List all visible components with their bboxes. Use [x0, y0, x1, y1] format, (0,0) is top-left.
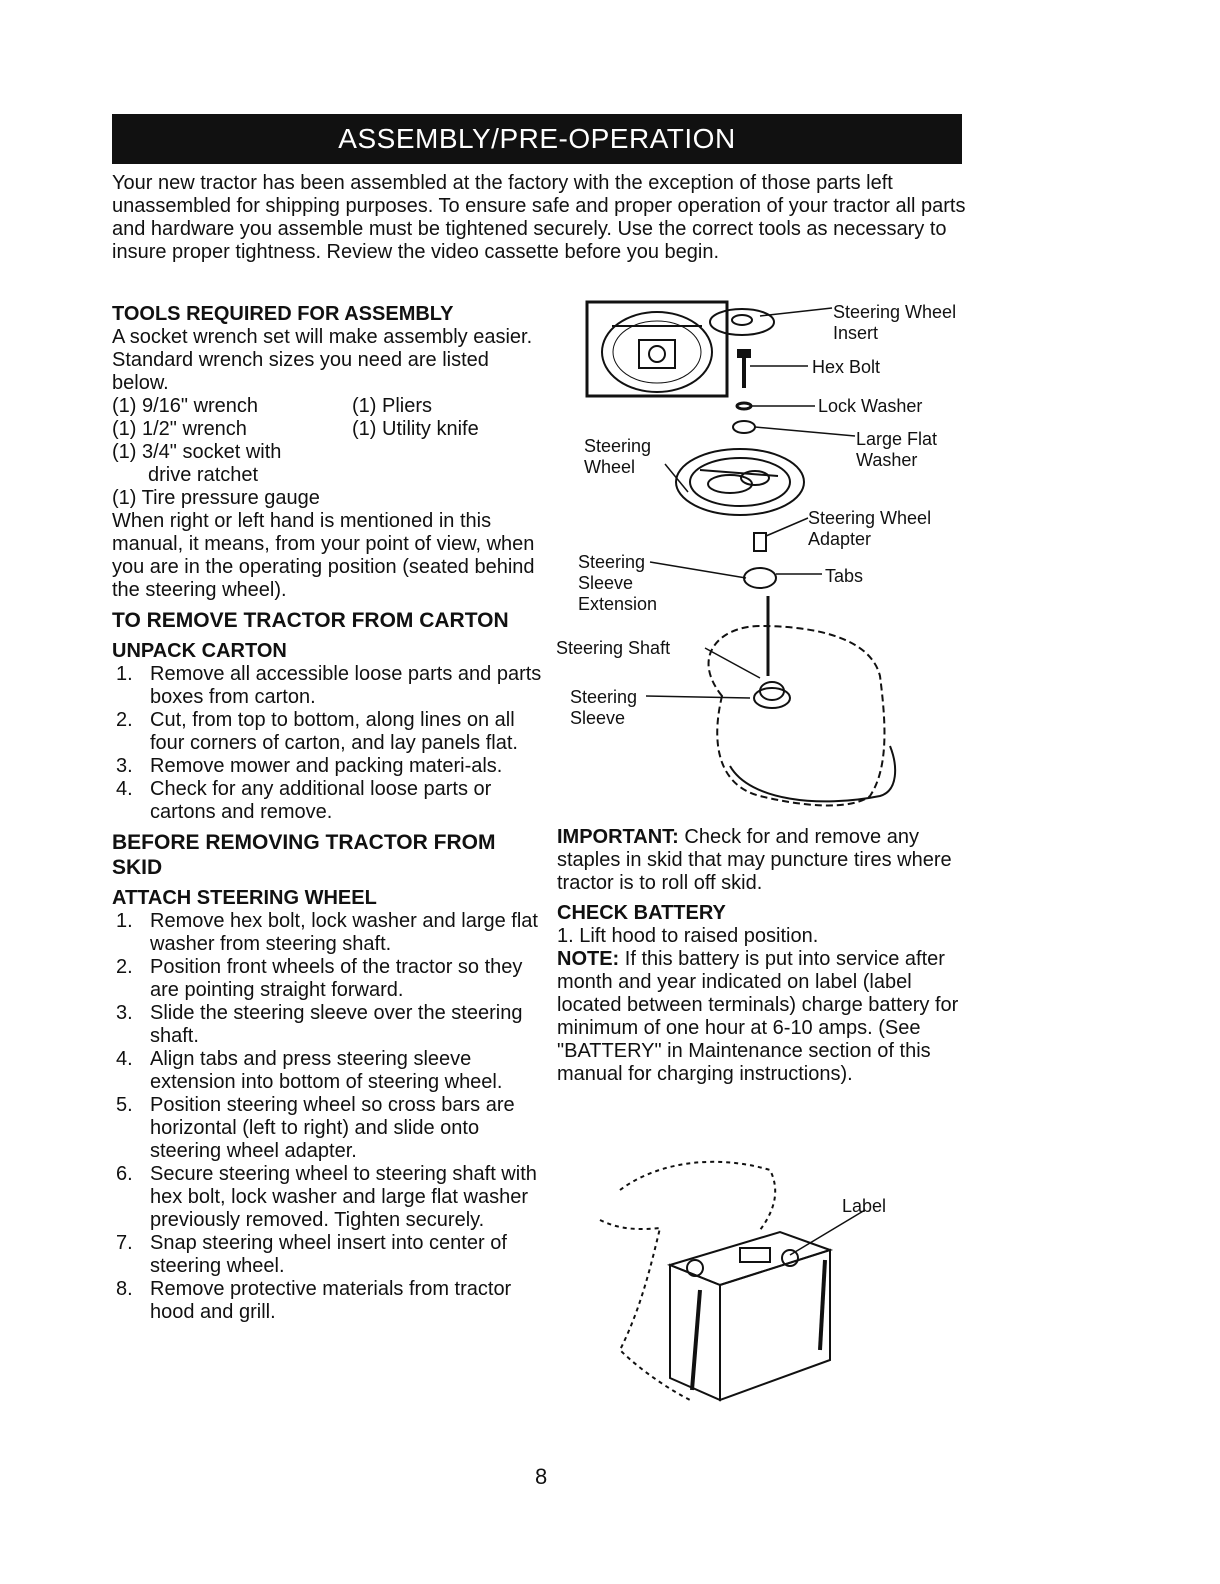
intro-paragraph: Your new tractor has been assembled at the factory with the exception of those parts left unassembled for shipping purposes. To ensure safe and proper operation of your tractor all parts and hardware you assemble must be tightened securely. Use the correct tools as necessary to insure proper tightness. Review the video cassette before you begin. — [112, 172, 966, 263]
attach-subheading: ATTACH STEERING WHEEL — [112, 887, 377, 909]
label-battery-label: Label — [842, 1196, 887, 1216]
battery-step: 1. Lift hood to raised position. — [557, 925, 819, 947]
important-note: IMPORTANT: Check for and remove any staples in skid that may puncture tires where tractor is to roll off skid. — [557, 826, 952, 894]
page-number: 8 — [535, 1464, 548, 1489]
list-item: 1. Remove hex bolt, lock washer and large flat washer from steering shaft. — [116, 910, 538, 955]
label-steering-wheel: Steering Wheel — [584, 436, 652, 477]
label-hex-bolt: Hex Bolt — [812, 357, 881, 377]
list-item: 8. Remove protective materials from tractor hood and grill. — [116, 1278, 512, 1323]
list-item: 6. Secure steering wheel to steering shaft with hex bolt, lock washer and large flat washer previously removed. Tighten securely. — [116, 1163, 537, 1231]
list-item: 5. Position steering wheel so cross bars are horizontal (left to right) and slide onto steering wheel adapter. — [116, 1094, 515, 1162]
tool-item: drive ratchet — [148, 464, 259, 486]
list-item: 4. Check for any additional loose parts or cartons and remove. — [116, 778, 492, 823]
tool-item: (1) 3/4" socket with — [112, 441, 282, 463]
unpack-steps — [112, 663, 542, 824]
remove-heading: TO REMOVE TRACTOR FROM CARTON — [112, 609, 509, 632]
tool-item: (1) Pliers — [352, 395, 433, 417]
tool-item: (1) Tire pressure gauge — [112, 487, 320, 509]
label-tabs: Tabs — [825, 566, 864, 586]
battery-note: NOTE: If this battery is put into service after month and year indicated on label (label located between terminals) charge battery for minimum of one hour at 6-10 amps. (See "BATTERY" in Maintenance section of this manual for charging instructions). — [557, 948, 959, 1085]
list-item: 7. Snap steering wheel insert into center of steering wheel. — [116, 1232, 507, 1277]
steering-diagram — [550, 296, 970, 816]
tools-text: A socket wrench set will make assembly easier. Standard wrench sizes you need are listed below. — [112, 326, 533, 394]
right-column — [557, 826, 977, 1086]
battery-diagram — [580, 1150, 910, 1420]
battery-heading: CHECK BATTERY — [557, 902, 726, 924]
hand-note: When right or left hand is mentioned in this manual, it means, from your point of view, when you are in the operating position (seated behind the steering wheel). — [112, 510, 535, 601]
skid-heading: BEFORE REMOVING TRACTOR FROM SKID — [112, 831, 496, 879]
list-item: 4. Align tabs and press steering sleeve extension into bottom of steering wheel. — [116, 1048, 503, 1093]
left-column — [112, 302, 542, 1324]
attach-steps — [112, 910, 542, 1324]
label-large-flat-washer: Large Flat Washer — [856, 429, 938, 470]
list-item: 2. Cut, from top to bottom, along lines on all four corners of carton, and lay panels flat. — [116, 709, 518, 754]
list-item: 3. Slide the steering sleeve over the steering shaft. — [116, 1002, 523, 1047]
list-item: 2. Position front wheels of the tractor so they are pointing straight forward. — [116, 956, 523, 1001]
list-item: 3. Remove mower and packing materi-als. — [116, 755, 503, 777]
label-steering-sleeve-extension: Steering Sleeve Extension — [578, 552, 658, 614]
battery-illustration — [580, 1150, 910, 1420]
tools-heading: TOOLS REQUIRED FOR ASSEMBLY — [112, 303, 454, 325]
tool-item: (1) 1/2" wrench — [112, 418, 247, 440]
tool-item: (1) Utility knife — [352, 418, 479, 440]
label-steering-sleeve: Steering Sleeve — [570, 687, 638, 728]
list-item: 1. Remove all accessible loose parts and parts boxes from carton. — [116, 663, 542, 708]
label-lock-washer: Lock Washer — [818, 396, 923, 416]
label-steering-wheel-insert: Steering Wheel Insert — [833, 302, 957, 343]
unpack-subheading: UNPACK CARTON — [112, 640, 287, 662]
label-steering-shaft: Steering Shaft — [556, 638, 671, 658]
tools-list — [112, 395, 542, 510]
tool-item: (1) 9/16" wrench — [112, 395, 259, 417]
label-steering-wheel-adapter: Steering Wheel Adapter — [808, 508, 932, 549]
section-banner: ASSEMBLY/PRE-OPERATION — [112, 114, 962, 164]
